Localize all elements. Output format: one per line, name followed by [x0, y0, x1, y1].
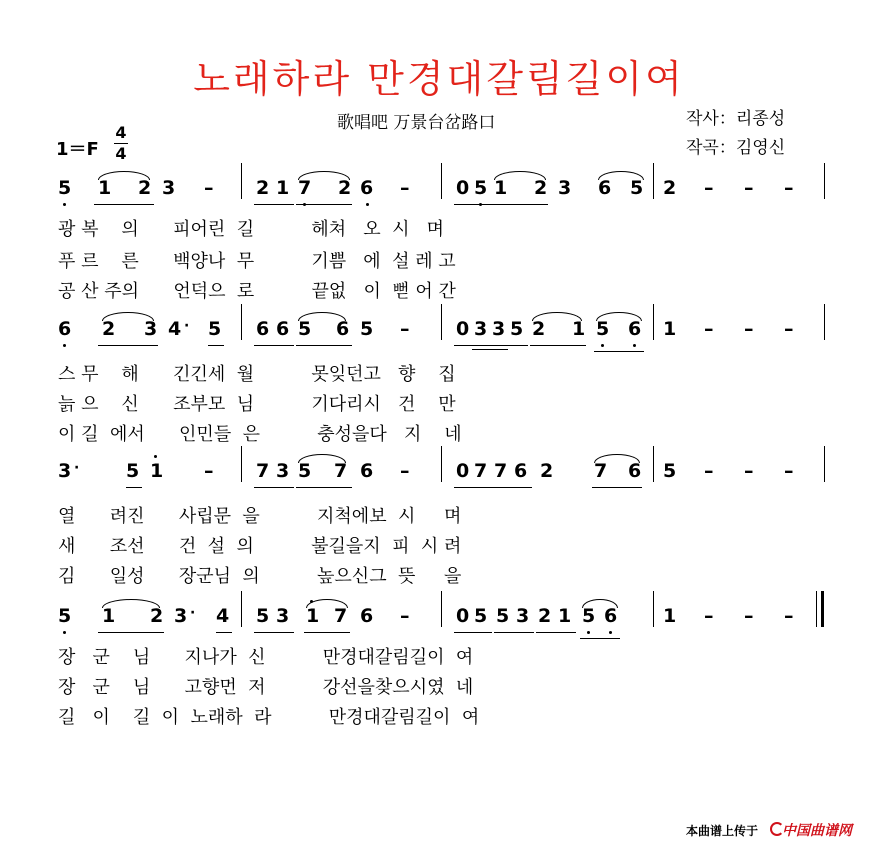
beam-underline: [580, 638, 620, 639]
note-digit: 7: [334, 605, 348, 627]
beam-underline: [454, 632, 492, 633]
hold-dash: –: [784, 318, 794, 340]
score-system-4: [0, 605, 878, 735]
hold-dash: –: [704, 318, 714, 340]
high-octave-dot: [154, 455, 157, 458]
note-digit: 2: [102, 318, 116, 340]
hold-dash: –: [744, 318, 754, 340]
beam-underline: [254, 632, 294, 633]
note-digit: 3: [144, 318, 158, 340]
note-digit: 5: [596, 318, 610, 340]
site-name[interactable]: 中国曲谱网: [782, 823, 852, 839]
note-digit: 1: [306, 605, 320, 627]
note-digit: 5: [630, 177, 644, 199]
slur-arc: [102, 599, 160, 608]
beam-underline: [536, 632, 576, 633]
bar-line: [241, 591, 242, 627]
note-digit: 3: [276, 460, 290, 482]
slur-arc: [102, 312, 154, 321]
note-digit: 6: [360, 605, 374, 627]
note-digit: 2: [256, 177, 270, 199]
lyric-line-4-3: 길 이 길 이 노래하 라 만경대갈림길이 여: [58, 707, 480, 728]
bar-line: [824, 304, 825, 340]
lyric-line-1-3: 공 산 주의 언덕으 로 끝없 이 뻗 어 간: [58, 281, 456, 302]
hold-dash: –: [400, 605, 410, 627]
low-octave-dot: [587, 631, 590, 634]
hold-dash: –: [744, 605, 754, 627]
slur-arc: [98, 171, 150, 180]
slur-arc: [298, 171, 350, 180]
note-digit: 6: [598, 177, 612, 199]
note-digit: 2: [540, 460, 554, 482]
note-digit: 1: [102, 605, 116, 627]
slur-arc: [494, 171, 546, 180]
note-digit: 7: [334, 460, 348, 482]
bar-line: [241, 163, 242, 199]
low-octave-dot: [63, 203, 66, 206]
note-digit: 6: [336, 318, 350, 340]
beam-underline: [254, 204, 294, 205]
note-digit: 2: [534, 177, 548, 199]
note-digit: 3: [474, 318, 488, 340]
note-digit: 0: [456, 460, 470, 482]
note-digit: 1: [572, 318, 586, 340]
note-digit: 4: [168, 318, 182, 340]
note-digit: 7: [494, 460, 508, 482]
score-system-2: [0, 318, 878, 448]
bar-line: [653, 446, 654, 482]
bar-line: [824, 446, 825, 482]
slur-arc: [596, 312, 642, 321]
lyric-line-3-2: 새 조선 건 설 의 불길을지 피 시 려: [58, 536, 462, 557]
beam-underline: [296, 487, 352, 488]
hold-dash: –: [784, 460, 794, 482]
beam-underline: [98, 632, 164, 633]
low-octave-dot: [366, 203, 369, 206]
beam-underline: [494, 632, 534, 633]
beam-underline: [592, 487, 642, 488]
note-digit: 6: [628, 460, 642, 482]
note-digit: 7: [256, 460, 270, 482]
note-digit: 1: [150, 460, 164, 482]
hold-dash: –: [784, 177, 794, 199]
note-digit: 2: [538, 605, 552, 627]
hold-dash: –: [704, 605, 714, 627]
hold-dash: –: [704, 460, 714, 482]
hold-dash: –: [400, 177, 410, 199]
note-digit: 4: [216, 605, 230, 627]
note-digit: 0: [456, 177, 470, 199]
note-digit: 5: [58, 605, 72, 627]
hold-dash: –: [704, 177, 714, 199]
beam-underline: [472, 349, 508, 350]
note-digit: 6: [276, 318, 290, 340]
bar-line: [653, 591, 654, 627]
hold-dash: –: [400, 318, 410, 340]
low-octave-dot: [633, 344, 636, 347]
note-digit: 3: [276, 605, 290, 627]
hold-dash: –: [744, 177, 754, 199]
slur-arc: [306, 599, 348, 608]
beam-underline: [98, 345, 158, 346]
note-digit: 6: [256, 318, 270, 340]
note-digit: 1: [494, 177, 508, 199]
note-digit: 2: [338, 177, 352, 199]
lyric-line-2-2: 늙 으 신 조부모 님 기다리시 건 만: [58, 394, 456, 415]
bar-line: [816, 591, 817, 627]
note-digit: 3: [492, 318, 506, 340]
note-digit: 6: [58, 318, 72, 340]
lyric-line-3-1: 열 려진 사립문 을 지척에보 시 며: [58, 506, 462, 527]
bar-line: [653, 163, 654, 199]
source-title: 歌唱吧 万景台岔路口: [337, 113, 496, 133]
note-digit: 3: [174, 605, 188, 627]
note-digit: 1: [663, 605, 677, 627]
low-octave-dot: [63, 344, 66, 347]
note-digit: 5: [208, 318, 222, 340]
lyric-line-1-2: 푸 르 른 백양나 무 기쁨 에 설 레 고: [58, 251, 456, 272]
note-digit: 3: [558, 177, 572, 199]
note-digit: 1: [98, 177, 112, 199]
beam-underline: [254, 345, 294, 346]
beam-underline: [94, 204, 154, 205]
beam-underline: [454, 345, 528, 346]
beam-underline: [216, 632, 232, 633]
upload-note: 本曲谱上传于: [686, 824, 759, 838]
note-digit: 1: [276, 177, 290, 199]
note-digit: 5: [360, 318, 374, 340]
note-digit: 5: [582, 605, 596, 627]
song-title: 노래하라 만경대갈림길이여: [193, 57, 685, 101]
lyric-line-4-2: 장 군 님 고향먼 저 강선을찾으시였 네: [58, 677, 474, 698]
note-digit: 2: [663, 177, 677, 199]
hold-dash: –: [784, 605, 794, 627]
beam-underline: [304, 632, 350, 633]
slur-arc: [298, 312, 346, 321]
beam-underline: [296, 345, 352, 346]
notation-line-2: [58, 318, 838, 358]
note-digit: 5: [474, 605, 488, 627]
lyric-line-4-1: 장 군 님 지나가 신 만경대갈림길이 여: [58, 647, 474, 668]
beam-underline: [492, 487, 532, 488]
note-digit: 1: [558, 605, 572, 627]
notation-line-3: [58, 460, 838, 500]
note-digit: 2: [150, 605, 164, 627]
note-digit: 5: [256, 605, 270, 627]
slur-arc: [532, 312, 582, 321]
note-digit: 5: [474, 177, 488, 199]
time-signature-bottom: 4: [115, 144, 127, 163]
beam-underline: [530, 345, 586, 346]
note-digit: ·: [74, 460, 80, 476]
score-system-1: [0, 177, 878, 307]
lyric-line-2-3: 이 길 에서 인민들 은 충성을다 지 네: [58, 424, 462, 445]
slur-arc: [594, 454, 640, 463]
time-signature-top: 4: [115, 123, 127, 142]
low-octave-dot: [63, 631, 66, 634]
note-digit: 6: [604, 605, 618, 627]
beam-underline: [492, 204, 548, 205]
note-digit: ·: [190, 605, 196, 621]
key-signature: 1＝F: [56, 139, 99, 160]
beam-underline: [296, 204, 352, 205]
note-digit: 0: [456, 318, 470, 340]
beam-underline: [126, 487, 142, 488]
low-octave-dot: [601, 344, 604, 347]
slur-arc: [598, 171, 644, 180]
bar-line: [441, 591, 442, 627]
score-system-3: [0, 460, 878, 590]
note-digit: 7: [594, 460, 608, 482]
low-octave-dot: [609, 631, 612, 634]
note-digit: 3: [162, 177, 176, 199]
beam-underline: [208, 345, 224, 346]
hold-dash: –: [204, 460, 214, 482]
hold-dash: –: [400, 460, 410, 482]
note-digit: 6: [628, 318, 642, 340]
note-digit: ·: [184, 318, 190, 334]
bar-line: [821, 591, 824, 627]
note-digit: 5: [663, 460, 677, 482]
note-digit: 7: [298, 177, 312, 199]
note-digit: 5: [298, 460, 312, 482]
note-digit: 0: [456, 605, 470, 627]
note-digit: 3: [58, 460, 72, 482]
beam-underline: [454, 487, 492, 488]
bar-line: [441, 446, 442, 482]
bar-line: [441, 163, 442, 199]
hold-dash: –: [204, 177, 214, 199]
lyricist-credit: 작사：리종성: [686, 109, 786, 129]
lyric-line-2-1: 스 무 해 긴긴세 월 못잊던고 향 집: [58, 364, 456, 385]
note-digit: 1: [663, 318, 677, 340]
notation-line-4: [58, 605, 838, 645]
note-digit: 5: [126, 460, 140, 482]
bar-line: [824, 163, 825, 199]
lyric-line-3-3: 김 일성 장군님 의 높으신그 뜻 을: [58, 566, 462, 587]
note-digit: 5: [510, 318, 524, 340]
bar-line: [241, 446, 242, 482]
note-digit: 2: [138, 177, 152, 199]
note-digit: 5: [298, 318, 312, 340]
bar-line: [653, 304, 654, 340]
notation-line-1: [58, 177, 838, 217]
note-digit: 5: [496, 605, 510, 627]
note-digit: 7: [474, 460, 488, 482]
slur-arc: [582, 599, 618, 608]
note-digit: 2: [532, 318, 546, 340]
beam-underline: [594, 351, 644, 352]
note-digit: 3: [516, 605, 530, 627]
beam-underline: [254, 487, 294, 488]
beam-underline: [454, 204, 492, 205]
bar-line: [241, 304, 242, 340]
hold-dash: –: [744, 460, 754, 482]
note-digit: 6: [514, 460, 528, 482]
note-digit: 6: [360, 177, 374, 199]
lyric-line-1-1: 광 복 의 피어린 길 헤쳐 오 시 며: [58, 219, 445, 240]
note-digit: 5: [58, 177, 72, 199]
slur-arc: [298, 454, 346, 463]
composer-credit: 작곡：김영신: [686, 138, 786, 158]
note-digit: 6: [360, 460, 374, 482]
bar-line: [441, 304, 442, 340]
